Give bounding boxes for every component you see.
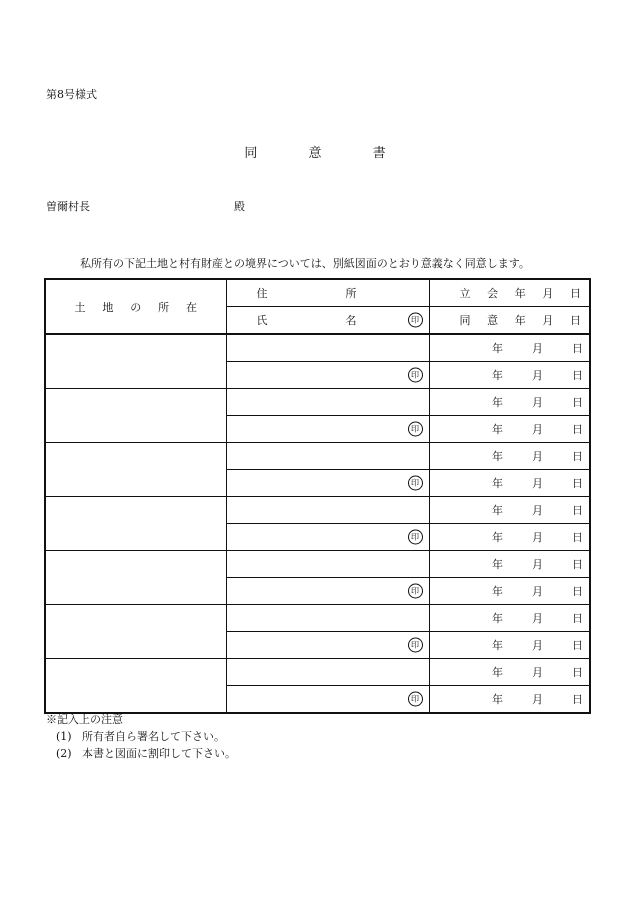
notes-heading: ※記入上の注意 xyxy=(46,713,123,726)
date-unit: 月 xyxy=(532,450,543,463)
date-unit: 月 xyxy=(532,504,543,517)
date-unit: 年 xyxy=(492,342,503,355)
address-cell[interactable] xyxy=(226,389,429,416)
name-cell[interactable] xyxy=(226,470,429,497)
name-cell[interactable] xyxy=(226,524,429,551)
date-unit: 日 xyxy=(572,423,583,436)
date-unit: 月 xyxy=(532,369,543,382)
table-row xyxy=(45,334,590,362)
date-unit: 月 xyxy=(532,585,543,598)
table-row xyxy=(45,497,590,524)
date-unit: 月 xyxy=(532,396,543,409)
witness-date-cell[interactable] xyxy=(429,659,590,686)
date-unit: 月 xyxy=(532,693,543,706)
location-cell[interactable] xyxy=(45,551,226,605)
location-cell[interactable] xyxy=(45,334,226,389)
header-location: 土 地 の 所 在 xyxy=(45,279,226,334)
note-item: (1) 所有者自ら署名して下さい。 xyxy=(56,730,225,743)
date-unit: 年 xyxy=(492,666,503,679)
address-cell[interactable] xyxy=(226,334,429,362)
location-cell[interactable] xyxy=(45,605,226,659)
consent-date-cell[interactable] xyxy=(429,362,590,389)
boundary-consent-table xyxy=(44,278,591,714)
title-char: 同 xyxy=(244,146,258,161)
date-unit: 月 xyxy=(532,558,543,571)
date-unit: 月 xyxy=(532,639,543,652)
location-cell[interactable] xyxy=(45,389,226,443)
title-char: 意 xyxy=(308,146,322,161)
seal-icon: 印 xyxy=(408,368,423,383)
seal-icon: 印 xyxy=(408,422,423,437)
address-cell[interactable] xyxy=(226,551,429,578)
consent-date-cell[interactable] xyxy=(429,416,590,443)
witness-date-cell[interactable] xyxy=(429,497,590,524)
date-unit: 年 xyxy=(492,531,503,544)
date-unit: 日 xyxy=(572,558,583,571)
table-row xyxy=(45,443,590,470)
form-number: 第8号様式 xyxy=(46,88,97,101)
date-unit: 日 xyxy=(572,369,583,382)
seal-icon: 印 xyxy=(408,530,423,545)
address-cell[interactable] xyxy=(226,659,429,686)
date-unit: 日 xyxy=(572,396,583,409)
name-cell[interactable] xyxy=(226,632,429,659)
seal-icon: 印 xyxy=(408,638,423,653)
date-unit: 年 xyxy=(492,369,503,382)
witness-date-cell[interactable] xyxy=(429,605,590,632)
date-unit: 年 xyxy=(492,639,503,652)
witness-date-cell[interactable] xyxy=(429,334,590,362)
name-cell[interactable] xyxy=(226,686,429,714)
table-row xyxy=(45,659,590,686)
notes xyxy=(46,711,236,762)
witness-date-cell[interactable] xyxy=(429,389,590,416)
note-item: (2) 本書と図面に割印して下さい。 xyxy=(56,747,236,760)
honorific: 殿 xyxy=(234,200,245,213)
date-unit: 日 xyxy=(572,504,583,517)
seal-icon: 印 xyxy=(408,584,423,599)
date-unit: 日 xyxy=(572,585,583,598)
seal-icon: 印 xyxy=(408,476,423,491)
name-cell[interactable] xyxy=(226,362,429,389)
date-unit: 月 xyxy=(532,477,543,490)
seal-icon: 印 xyxy=(408,313,423,328)
addressee: 曽爾村長 xyxy=(46,200,90,213)
header-consent-date: 同 意 年 月 日 xyxy=(429,307,590,335)
address-cell[interactable] xyxy=(226,605,429,632)
address-cell[interactable] xyxy=(226,497,429,524)
date-unit: 日 xyxy=(572,666,583,679)
name-cell[interactable] xyxy=(226,416,429,443)
date-unit: 日 xyxy=(572,477,583,490)
location-cell[interactable] xyxy=(45,497,226,551)
date-unit: 年 xyxy=(492,423,503,436)
date-unit: 日 xyxy=(572,639,583,652)
date-unit: 日 xyxy=(572,531,583,544)
document-title xyxy=(0,142,630,161)
header-address: 住 所 xyxy=(226,279,429,307)
location-cell[interactable] xyxy=(45,659,226,714)
table-row xyxy=(45,389,590,416)
date-unit: 年 xyxy=(492,693,503,706)
witness-date-cell[interactable] xyxy=(429,443,590,470)
date-unit: 年 xyxy=(492,612,503,625)
date-unit: 月 xyxy=(532,423,543,436)
date-unit: 日 xyxy=(572,693,583,706)
date-unit: 年 xyxy=(492,585,503,598)
name-cell[interactable] xyxy=(226,578,429,605)
seal-icon: 印 xyxy=(408,692,423,707)
header-name: 氏 名 印 xyxy=(226,307,429,335)
date-unit: 年 xyxy=(492,396,503,409)
title-char: 書 xyxy=(372,146,386,161)
header-witness-date: 立 会 年 月 日 xyxy=(429,279,590,307)
witness-date-cell[interactable] xyxy=(429,551,590,578)
consent-date-cell[interactable] xyxy=(429,578,590,605)
date-unit: 日 xyxy=(572,450,583,463)
date-unit: 年 xyxy=(492,558,503,571)
consent-statement: 私所有の下記土地と村有財産との境界については、別紙図面のとおり意義なく同意します。 xyxy=(80,257,530,270)
date-unit: 日 xyxy=(572,612,583,625)
location-cell[interactable] xyxy=(45,443,226,497)
date-unit: 年 xyxy=(492,504,503,517)
date-unit: 月 xyxy=(532,666,543,679)
consent-date-cell[interactable] xyxy=(429,632,590,659)
table-row xyxy=(45,551,590,578)
table-row xyxy=(45,605,590,632)
consent-date-cell[interactable] xyxy=(429,524,590,551)
date-unit: 年 xyxy=(492,477,503,490)
date-unit: 日 xyxy=(572,342,583,355)
consent-date-cell[interactable] xyxy=(429,686,590,714)
date-unit: 年 xyxy=(492,450,503,463)
address-cell[interactable] xyxy=(226,443,429,470)
date-unit: 月 xyxy=(532,342,543,355)
date-unit: 月 xyxy=(532,612,543,625)
date-unit: 月 xyxy=(532,531,543,544)
consent-date-cell[interactable] xyxy=(429,470,590,497)
